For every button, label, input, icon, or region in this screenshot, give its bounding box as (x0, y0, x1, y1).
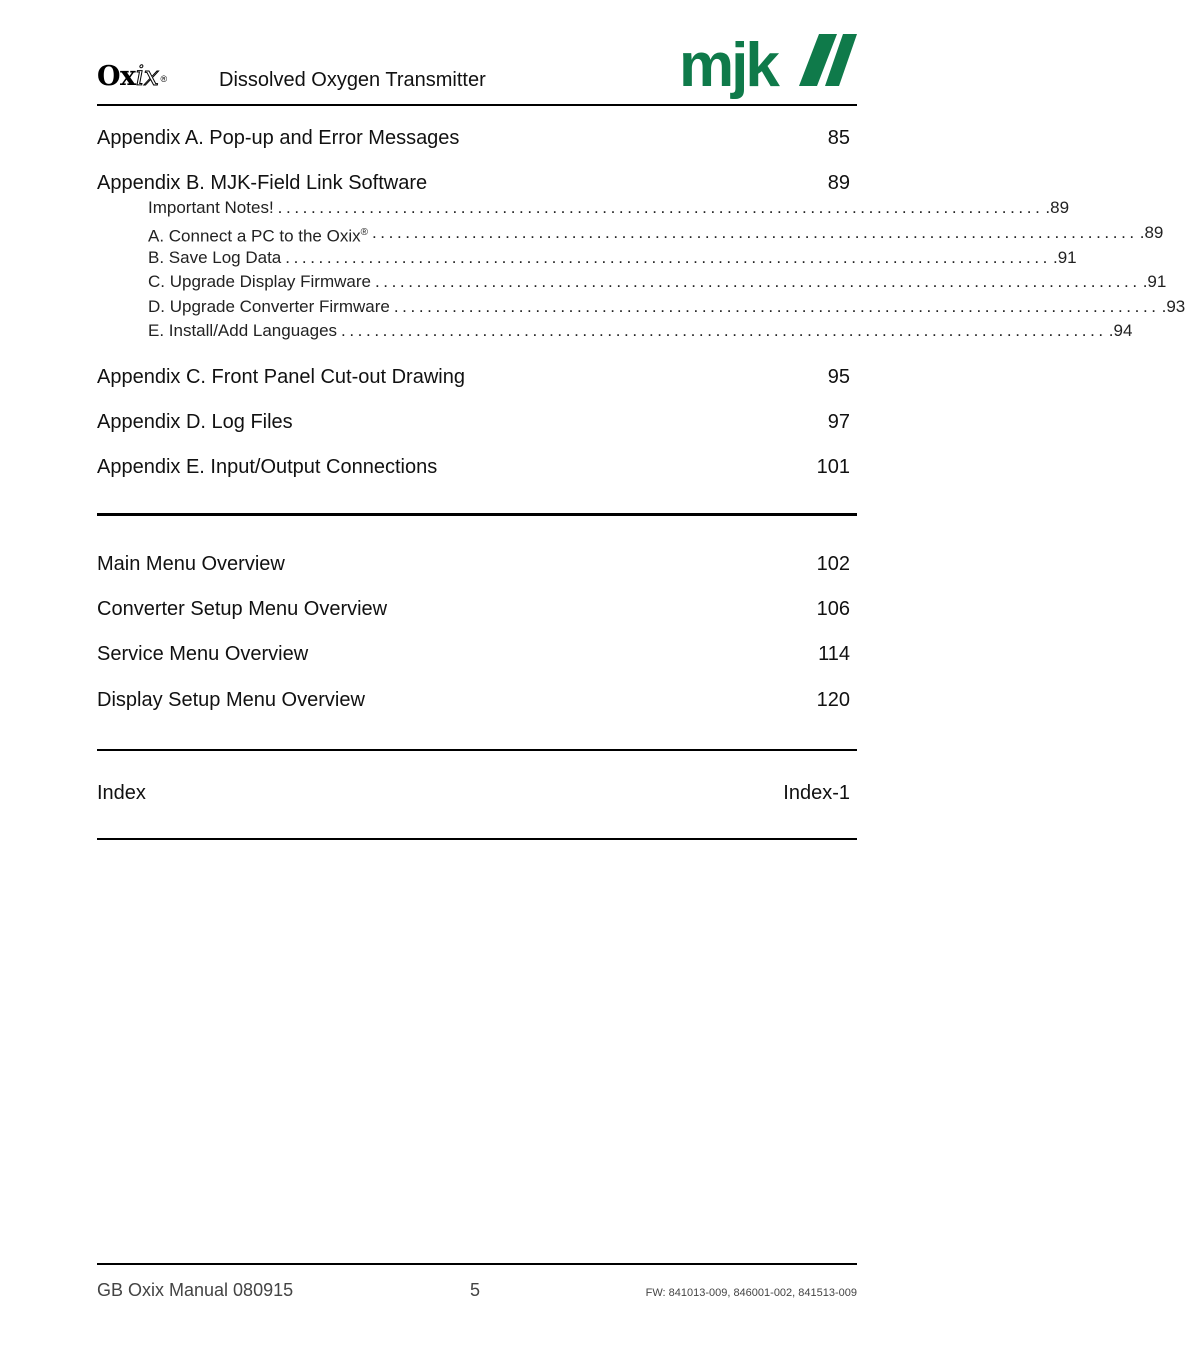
toc-label: Service Menu Overview (97, 643, 309, 665)
dot-leader: ............................................................................................ (371, 223, 1138, 242)
toc-sublabel: B. Save Log Data (148, 248, 282, 267)
toc-sublabel: A. Connect a PC to the Oxix® (148, 226, 368, 246)
dot-leader: ............................................................................................ (393, 297, 1160, 316)
toc-label: Converter Setup Menu Overview (97, 598, 388, 620)
dot-leader: ............................................................................................ (285, 248, 1051, 267)
toc-entry-appendix-e[interactable] (97, 455, 850, 479)
toc-label: Appendix E. Input/Output Connections (97, 456, 438, 478)
toc-sublabel: C. Upgrade Display Firmware (148, 272, 371, 291)
toc-label: Appendix A. Pop-up and Error Messages (97, 127, 460, 149)
toc-entry-appendix-b[interactable] (97, 171, 850, 195)
document-title: Dissolved Oxygen Transmitter (219, 69, 486, 91)
footer-manual-name: GB Oxix Manual 080915 (97, 1280, 294, 1300)
toc-subentry-upgrade-display-firmware[interactable] (148, 271, 1167, 293)
toc-label: Appendix C. Front Panel Cut-out Drawing (97, 366, 465, 388)
footer-firmware-versions: FW: 841013-009, 846001-002, 841513-009 (645, 1287, 857, 1299)
toc-sublabel: D. Upgrade Converter Firmware (148, 297, 390, 316)
toc-sublabel: Important Notes! (148, 198, 274, 217)
mjk-logo (679, 30, 857, 102)
toc-subpage: .94 (1108, 321, 1133, 340)
toc-sublabel: E. Install/Add Languages (148, 321, 338, 340)
page-header (97, 30, 857, 106)
toc-entry-service-menu[interactable] (97, 642, 850, 666)
oxix-logo: Oxix ® (97, 61, 167, 92)
toc-subentry-upgrade-converter-firmware[interactable] (148, 296, 1185, 318)
toc-page: 114 (818, 643, 850, 665)
toc-subpage: .89 (1139, 223, 1164, 242)
toc-page: 102 (816, 553, 850, 575)
toc-entry-appendix-c[interactable] (97, 365, 850, 389)
toc-page: 89 (827, 172, 850, 194)
toc-page: 106 (816, 598, 850, 620)
toc-entry-appendix-a[interactable] (97, 126, 850, 150)
toc-subpage: .93 (1161, 297, 1185, 316)
toc-label: Appendix B. MJK-Field Link Software (97, 172, 428, 194)
toc-subentry-important-notes[interactable] (148, 197, 1070, 219)
footer-divider (97, 1263, 857, 1265)
dot-leader: ............................................................................................ (374, 272, 1141, 291)
page-number: 5 (470, 1280, 481, 1300)
section-divider (97, 513, 857, 516)
toc-page: 97 (827, 411, 850, 433)
header-divider (97, 104, 857, 106)
toc-label: Appendix D. Log Files (97, 411, 293, 433)
toc-subentry-connect-pc[interactable] (148, 222, 1164, 248)
toc-subentry-save-log-data[interactable] (148, 247, 1077, 269)
toc-entry-main-menu[interactable] (97, 552, 850, 576)
dot-leader: ............................................................................................ (341, 321, 1107, 340)
toc-page: 120 (816, 689, 850, 711)
toc-page: 101 (816, 456, 850, 478)
toc-page: Index-1 (783, 782, 850, 804)
toc-entry-index[interactable] (97, 781, 850, 805)
toc-entry-appendix-d[interactable] (97, 410, 850, 434)
dot-leader: ............................................................................................ (277, 198, 1044, 217)
section-divider (97, 838, 857, 840)
toc-subpage: .91 (1053, 248, 1077, 267)
toc-entry-converter-setup[interactable] (97, 597, 850, 621)
toc-page: 95 (827, 366, 850, 388)
toc-page: 85 (827, 127, 850, 149)
mjk-logo-text: mjk (679, 31, 777, 100)
toc-subpage: .89 (1045, 198, 1070, 217)
toc-entry-display-setup[interactable] (97, 688, 850, 712)
toc-label: Index (97, 782, 146, 804)
section-divider (97, 749, 857, 751)
toc-subpage: .91 (1142, 272, 1167, 291)
toc-label: Display Setup Menu Overview (97, 689, 365, 711)
toc-subentry-install-languages[interactable] (148, 320, 1133, 342)
toc-label: Main Menu Overview (97, 553, 285, 575)
